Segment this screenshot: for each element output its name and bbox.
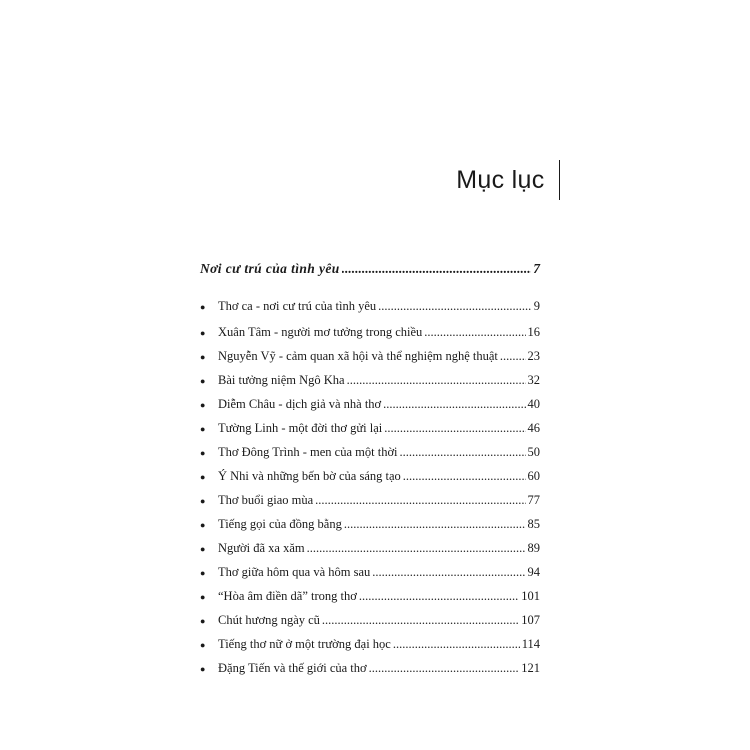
dot-leader — [347, 372, 526, 388]
dot-leader — [500, 348, 526, 364]
bullet-icon: ● — [200, 328, 206, 338]
dot-leader — [403, 468, 526, 484]
entry-title: Thơ ca - nơi cư trú của tình yêu — [218, 299, 377, 313]
section-title: Nơi cư trú của tình yêu — [200, 261, 340, 276]
dot-leader — [424, 324, 525, 340]
page-title-block — [456, 160, 560, 200]
entry-page-number: 16 — [527, 325, 540, 339]
toc-entry[interactable] — [200, 444, 540, 461]
entry-title: Thơ Đông Trình - men của một thời — [218, 445, 398, 459]
entry-title: Diễm Châu - dịch giả và nhà thơ — [218, 397, 382, 411]
toc-entry[interactable] — [200, 420, 540, 437]
toc-entry[interactable] — [200, 540, 540, 557]
entry-page-number: 101 — [521, 589, 540, 603]
bullet-icon: ● — [200, 664, 206, 674]
entry-page-number: 40 — [527, 397, 540, 411]
dot-leader — [369, 660, 520, 676]
toc-entry[interactable] — [200, 564, 540, 581]
dot-leader — [383, 396, 525, 412]
bullet-icon: ● — [200, 568, 206, 578]
dot-leader — [342, 261, 532, 277]
bullet-icon: ● — [200, 544, 206, 554]
bullet-icon: ● — [200, 616, 206, 626]
dot-leader — [400, 444, 526, 460]
entry-title: Xuân Tâm - người mơ tưởng trong chiều — [218, 325, 423, 339]
entry-page-number: 121 — [521, 661, 540, 675]
entry-title: Thơ giữa hôm qua và hôm sau — [218, 565, 371, 579]
entry-title: Bài tưởng niệm Ngô Kha — [218, 373, 345, 387]
toc-entry[interactable] — [200, 660, 540, 677]
bullet-icon: ● — [200, 352, 206, 362]
bullet-icon: ● — [200, 496, 206, 506]
entry-page-number: 23 — [527, 349, 540, 363]
entry-title: Thơ buổi giao mùa — [218, 493, 314, 507]
toc-entry[interactable] — [200, 468, 540, 485]
bullet-icon: ● — [200, 640, 206, 650]
entry-page-number: 50 — [527, 445, 540, 459]
entry-page-number: 32 — [527, 373, 540, 387]
bullet-icon: ● — [200, 424, 206, 434]
dot-leader — [344, 516, 526, 532]
entry-title: Tiếng gọi của đồng bằng — [218, 517, 342, 531]
entry-page-number: 9 — [533, 299, 540, 313]
toc-entry[interactable] — [200, 588, 540, 605]
entry-page-number: 114 — [521, 637, 540, 651]
toc-entry[interactable] — [200, 396, 540, 413]
entry-page-number: 60 — [527, 469, 540, 483]
toc-entry[interactable] — [200, 516, 540, 533]
entry-title: Người đã xa xăm — [218, 541, 305, 555]
toc-entry[interactable] — [200, 636, 540, 653]
bullet-icon: ● — [200, 376, 206, 386]
dot-leader — [359, 588, 519, 604]
entry-page-number: 107 — [521, 613, 540, 627]
toc-entry[interactable] — [200, 348, 540, 365]
entry-title: “Hòa âm điền dã” trong thơ — [218, 589, 357, 603]
entry-page-number: 77 — [527, 493, 540, 507]
entry-title: Tiếng thơ nữ ở một trường đại học — [218, 637, 391, 651]
dot-leader — [378, 298, 532, 314]
entry-title: Ý Nhi và những bến bờ của sáng tạo — [218, 469, 401, 483]
bullet-icon: ● — [200, 472, 206, 482]
dot-leader — [372, 564, 525, 580]
toc-entry[interactable] — [200, 298, 540, 315]
bullet-icon: ● — [200, 302, 206, 312]
toc-entry[interactable] — [200, 372, 540, 389]
dot-leader — [315, 492, 525, 508]
dot-leader — [307, 540, 526, 556]
entry-title: Tường Linh - một đời thơ gửi lại — [218, 421, 383, 435]
entry-title: Nguyễn Vỹ - cảm quan xã hội và thể nghiệm nghệ thuật — [218, 349, 498, 363]
entry-page-number: 89 — [527, 541, 540, 555]
section-page-number: 7 — [533, 261, 540, 276]
entry-page-number: 85 — [527, 517, 540, 531]
bullet-icon: ● — [200, 520, 206, 530]
toc-section-heading[interactable] — [200, 261, 540, 277]
entry-page-number: 46 — [527, 421, 540, 435]
toc-entry[interactable] — [200, 324, 540, 341]
entry-title: Chút hương ngày cũ — [218, 613, 320, 627]
bullet-icon: ● — [200, 448, 206, 458]
toc-entry[interactable] — [200, 612, 540, 629]
dot-leader — [322, 612, 519, 628]
entry-page-number: 94 — [527, 565, 540, 579]
entry-title: Đặng Tiến và thế giới của thơ — [218, 661, 367, 675]
bullet-icon: ● — [200, 592, 206, 602]
dot-leader — [393, 636, 520, 652]
dot-leader — [384, 420, 525, 436]
toc-entry[interactable] — [200, 492, 540, 509]
title-divider — [559, 160, 561, 200]
bullet-icon: ● — [200, 400, 206, 410]
page-title: Mục lục — [456, 166, 545, 194]
